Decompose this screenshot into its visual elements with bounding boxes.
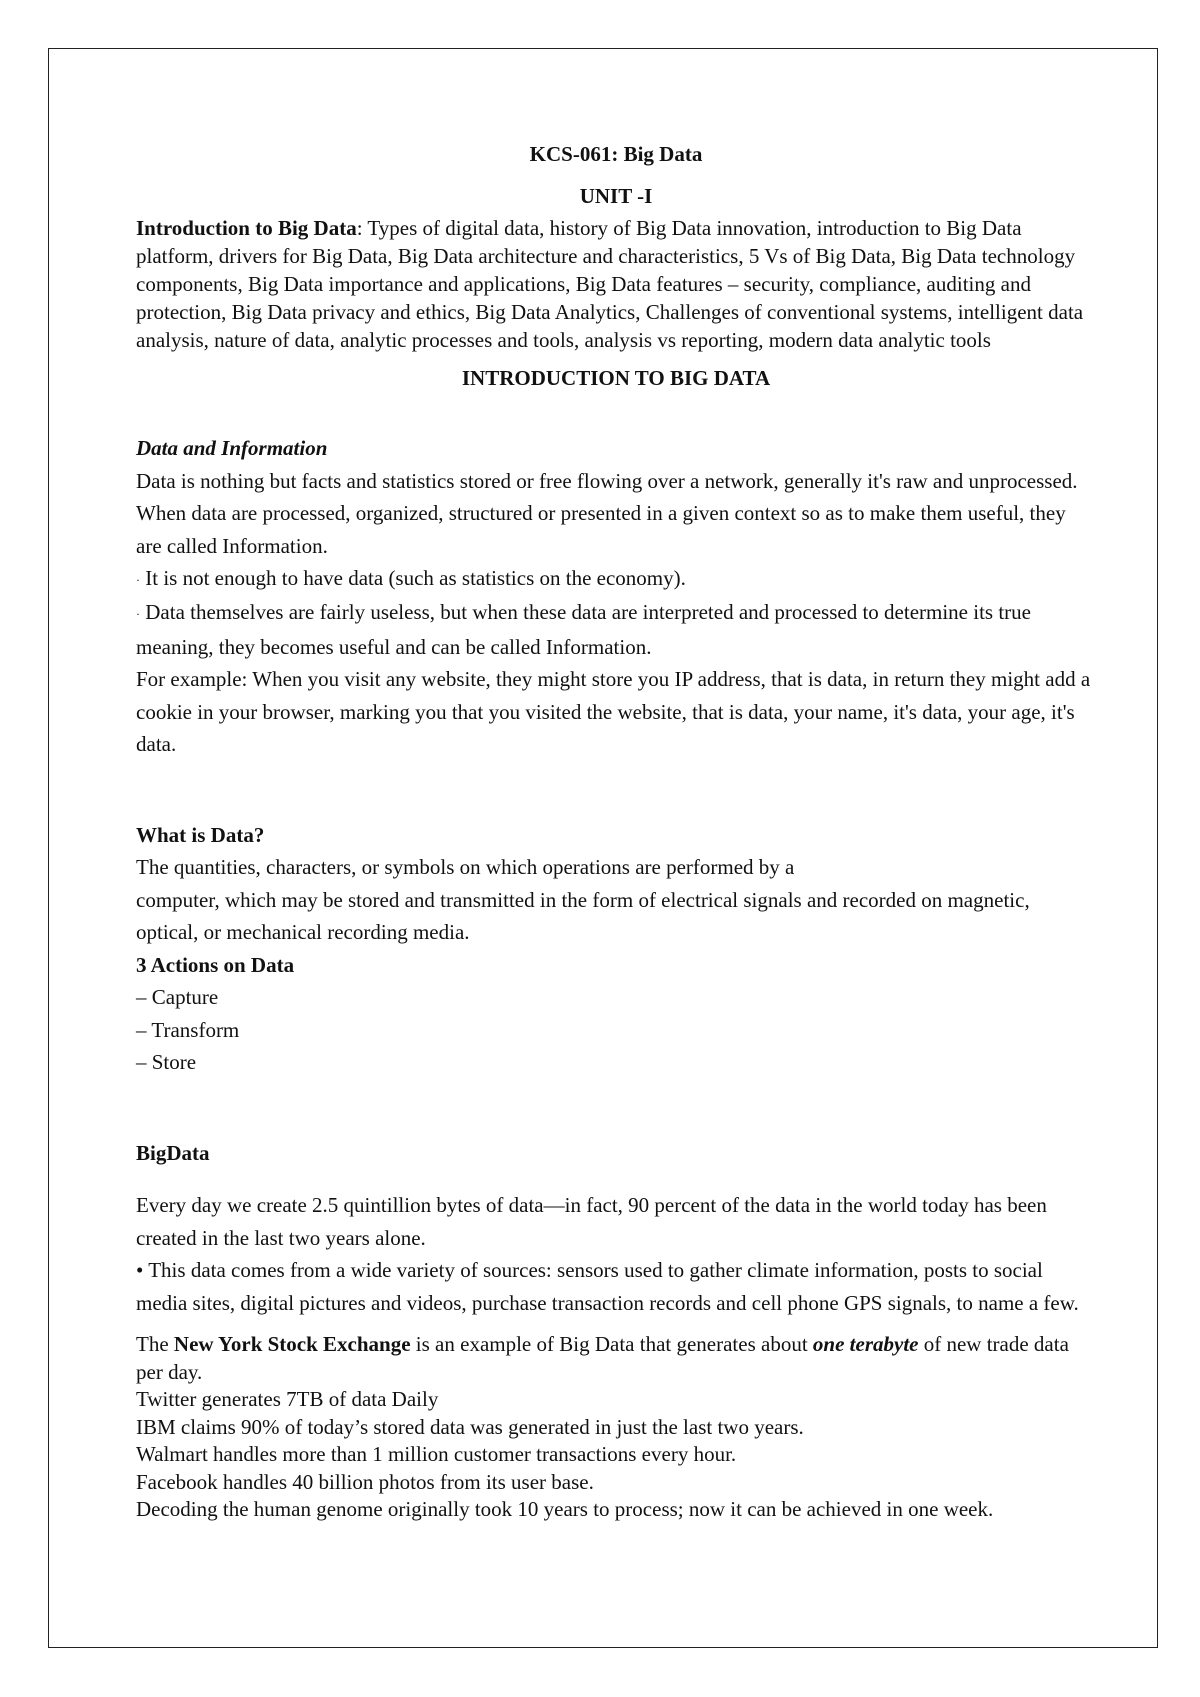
actions-heading: 3 Actions on Data bbox=[136, 952, 295, 977]
document-body bbox=[136, 136, 1096, 1524]
data-information-bullet-1: · It is not enough to have data (such as statistics on the economy). bbox=[136, 566, 686, 590]
syllabus-text: : Types of digital data, history of Big Data innovation, introduction to Big Data platform, drivers for Big Data, Big Data architecture and characteristics, 5 Vs of Big Data, Big Data technology components, Big Data importance and applications, Big Data features – security, compliance, auditing and protection, Big Data privacy and ethics, Big Data Analytics, Challenges of conventional systems, intelligent data analysis, nature of data, analytic processes and tools, analysis vs reporting, modern data analytic tools bbox=[136, 216, 1084, 352]
what-is-data-line-2: computer, which may be stored and transmitted in the form of electrical signals and recorded on magnetic, optical, or mechanical recording media. bbox=[136, 887, 1030, 945]
bigdata-paragraph: Every day we create 2.5 quintillion bytes of data—in fact, 90 percent of the data in the world today has been created in the last two years alone. bbox=[136, 1193, 1047, 1250]
bullet-icon: • bbox=[136, 1258, 144, 1283]
data-information-bullet-2: · Data themselves are fairly useless, but when these data are interpreted and processed to determine its true meaning, they becomes useful and can be called Information. bbox=[136, 600, 1031, 659]
data-information-heading: Data and Information bbox=[136, 436, 328, 460]
bigdata-bullet: • This data comes from a wide variety of sources: sensors used to gather climate information, posts to social media sites, digital pictures and videos, purchase transaction records and cell phone GPS signals, to name a few. bbox=[136, 1258, 1079, 1315]
what-is-data-heading: What is Data? bbox=[136, 822, 265, 847]
nyse-example: The New York Stock Exchange is an example of Big Data that generates about one terabyte of new trade data per day. bbox=[136, 1332, 1069, 1384]
example-genome: Decoding the human genome originally took 10 years to process; now it can be achieved in one week. bbox=[136, 1497, 994, 1522]
data-information-paragraph: Data is nothing but facts and statistics stored or free flowing over a network, generally it's raw and unprocessed. When data are processed, organized, structured or presented in a given context so as to make them useful, they are called Information. bbox=[136, 468, 1078, 558]
data-information-example: For example: When you visit any website, they might store you IP address, that is data, in return they might add a cookie in your browser, marking you that you visited the website, that is data, your name, it's data, your age, it's data. bbox=[136, 667, 1091, 757]
example-walmart: Walmart handles more than 1 million customer transactions every hour. bbox=[136, 1442, 737, 1467]
syllabus-paragraph bbox=[136, 214, 1096, 354]
bigdata-heading: BigData bbox=[136, 1140, 210, 1165]
course-title: KCS-061: Big Data bbox=[529, 142, 703, 166]
what-is-data-line-1: The quantities, characters, or symbols on which operations are performed by a bbox=[136, 855, 795, 880]
unit-heading: UNIT -I bbox=[579, 184, 653, 208]
example-twitter: Twitter generates 7TB of data Daily bbox=[136, 1387, 439, 1412]
example-facebook: Facebook handles 40 billion photos from its user base. bbox=[136, 1469, 594, 1494]
example-ibm: IBM claims 90% of today’s stored data was generated in just the last two years. bbox=[136, 1414, 804, 1439]
syllabus-label: Introduction to Big Data bbox=[136, 216, 357, 240]
bullet-icon: · bbox=[136, 607, 140, 622]
action-capture: – Capture bbox=[136, 985, 219, 1010]
action-store: – Store bbox=[136, 1050, 197, 1075]
bullet-icon: · bbox=[136, 572, 140, 587]
section-title: INTRODUCTION TO BIG DATA bbox=[461, 366, 771, 390]
action-transform: – Transform bbox=[136, 1017, 240, 1042]
